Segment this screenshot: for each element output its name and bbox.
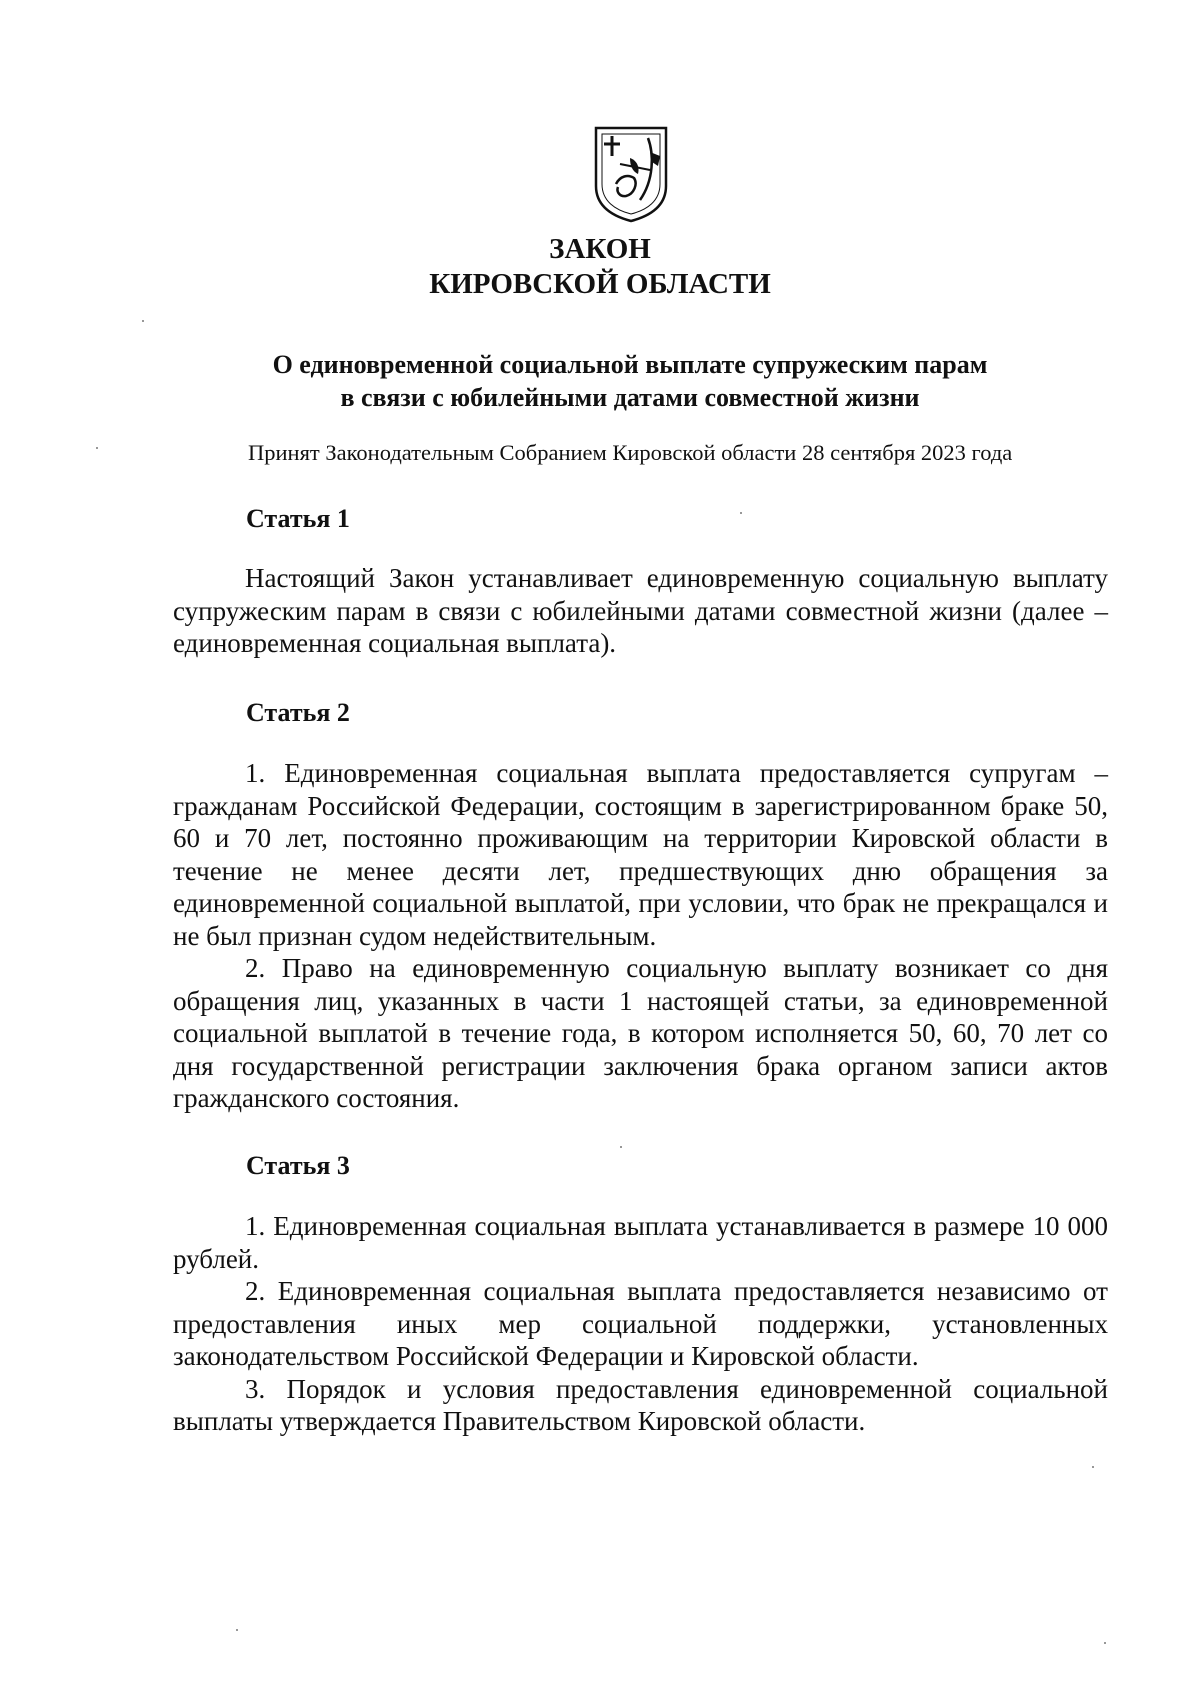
article-1-paragraph-1: Настоящий Закон устанавливает единовременную социальную выплату супружеским парам в связи с юбилейными датами совместной жизни (далее – единовременная социальная выплата). — [173, 563, 1108, 658]
article-3-heading: Статья 3 — [246, 1151, 350, 1180]
law-subtitle-line-2: в связи с юбилейными датами совместной жизни — [340, 383, 920, 412]
scan-speck — [1104, 1642, 1106, 1644]
scan-speck — [142, 320, 144, 322]
kirov-oblast-coat-of-arms-icon — [590, 124, 672, 224]
article-3-paragraph-2: 2. Единовременная социальная выплата предоставляется независимо от предоставления иных мер социальной поддержки, установленных законодательством Российской Федерации и Кировской области. — [173, 1276, 1108, 1371]
scan-speck — [236, 1629, 238, 1631]
scan-speck — [620, 1146, 622, 1148]
scan-speck — [1092, 1466, 1094, 1468]
scan-speck — [96, 447, 98, 449]
law-subtitle-line-1: О единовременной социальной выплате супружеским парам — [272, 350, 988, 379]
article-3-paragraph-1: 1. Единовременная социальная выплата устанавливается в размере 10 000 рублей. — [173, 1211, 1108, 1274]
article-3-text — [173, 1210, 1108, 1438]
scan-speck — [740, 512, 742, 514]
law-title: ЗАКОН — [549, 233, 651, 265]
law-title-region: КИРОВСКОЙ ОБЛАСТИ — [429, 268, 771, 300]
article-2-paragraph-1: 1. Единовременная социальная выплата предоставляется супругам – гражданам Российской Федерации, состоящим в зарегистрированном браке 50, 60 и 70 лет, постоянно проживающим на территории Кировской области в течение не менее десяти лет, предшествующих дню обращения за единовременной социальной выплатой, при условии, что брак не прекращался и не был признан судом недействительным. — [173, 758, 1108, 951]
article-1-heading: Статья 1 — [246, 504, 350, 533]
adoption-note: Принят Законодательным Собранием Кировской области 28 сентября 2023 года — [248, 440, 1013, 465]
article-2-paragraph-2: 2. Право на единовременную социальную выплату возникает со дня обращения лиц, указанных в части 1 настоящей статьи, за единовременной социальной выплатой в течение года, в котором исполняется 50, 60, 70 лет со дня государственной регистрации заключения брака органом записи актов гражданского состояния. — [173, 953, 1108, 1113]
article-3-paragraph-3: 3. Порядок и условия предоставления единовременной социальной выплаты утверждается Правительством Кировской области. — [173, 1373, 1108, 1436]
article-2-heading: Статья 2 — [246, 698, 350, 727]
article-1-text — [173, 562, 1108, 660]
article-2-text — [173, 757, 1108, 1115]
